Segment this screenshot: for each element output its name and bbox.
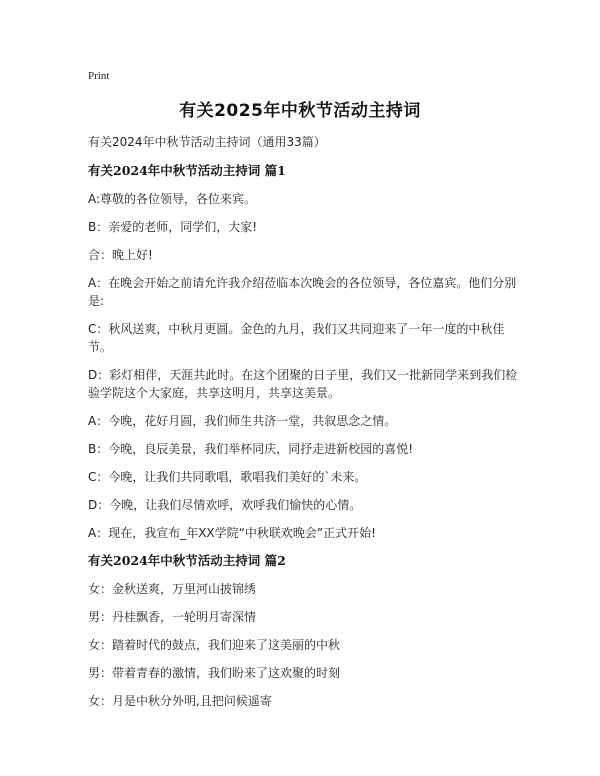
paragraph: C：今晚，让我们共同歌唱，歌唱我们美好的`未来。 <box>88 470 367 484</box>
paragraph: D：今晚，让我们尽情欢呼，欢呼我们愉快的心情。 <box>88 498 362 512</box>
page-subtitle: 有关2024年中秋节活动主持词（通用33篇） <box>88 135 326 149</box>
paragraph: 男：丹桂飘香，一轮明月寄深情 <box>88 610 257 624</box>
paragraph: 女：踏着时代的鼓点，我们迎来了这美丽的中秋 <box>88 638 341 652</box>
paragraph: A:尊敬的各位领导，各位来宾。 <box>88 192 257 206</box>
print-link[interactable]: Print <box>88 70 110 82</box>
paragraph: B：亲爱的老师，同学们，大家! <box>88 220 258 234</box>
paragraph: C：秋风送爽，中秋月更圆。金色的九月，我们又共同迎来了一年一度的中秋佳节。 <box>88 322 505 354</box>
paragraph: B：今晚，良辰美景，我们举杯同庆，同抒走进新校园的喜悦! <box>88 442 414 456</box>
paragraph: 合：晚上好! <box>88 248 153 262</box>
paragraph: 女：月是中秋分外明,且把问候遥寄 <box>88 694 272 708</box>
paragraph: 男：带着青春的激情，我们盼来了这欢聚的时刻 <box>88 666 341 680</box>
section-heading: 有关2024年中秋节活动主持词 篇1 <box>88 163 286 178</box>
section-heading: 有关2024年中秋节活动主持词 篇2 <box>88 553 286 568</box>
paragraph: 女：金秋送爽，万里河山披锦绣 <box>88 582 257 596</box>
paragraph: A：现在，我宣布_年XX学院“中秋联欢晚会”正式开始! <box>88 526 376 540</box>
paragraph: D：彩灯相伴，天涯共此时。在这个团聚的日子里，我们又一批新同学来到我们检验学院这个大家庭，共享这明月，共享这美景。 <box>88 368 518 400</box>
paragraph: A：今晚，花好月圆，我们师生共济一堂，共叙思念之情。 <box>88 414 397 428</box>
article-body <box>88 162 528 720</box>
page-title: 有关2025年中秋节活动主持词 <box>179 101 421 121</box>
paragraph: A：在晚会开始之前请允许我介绍莅临本次晚会的各位领导，各位嘉宾。他们分别是: <box>88 276 517 308</box>
